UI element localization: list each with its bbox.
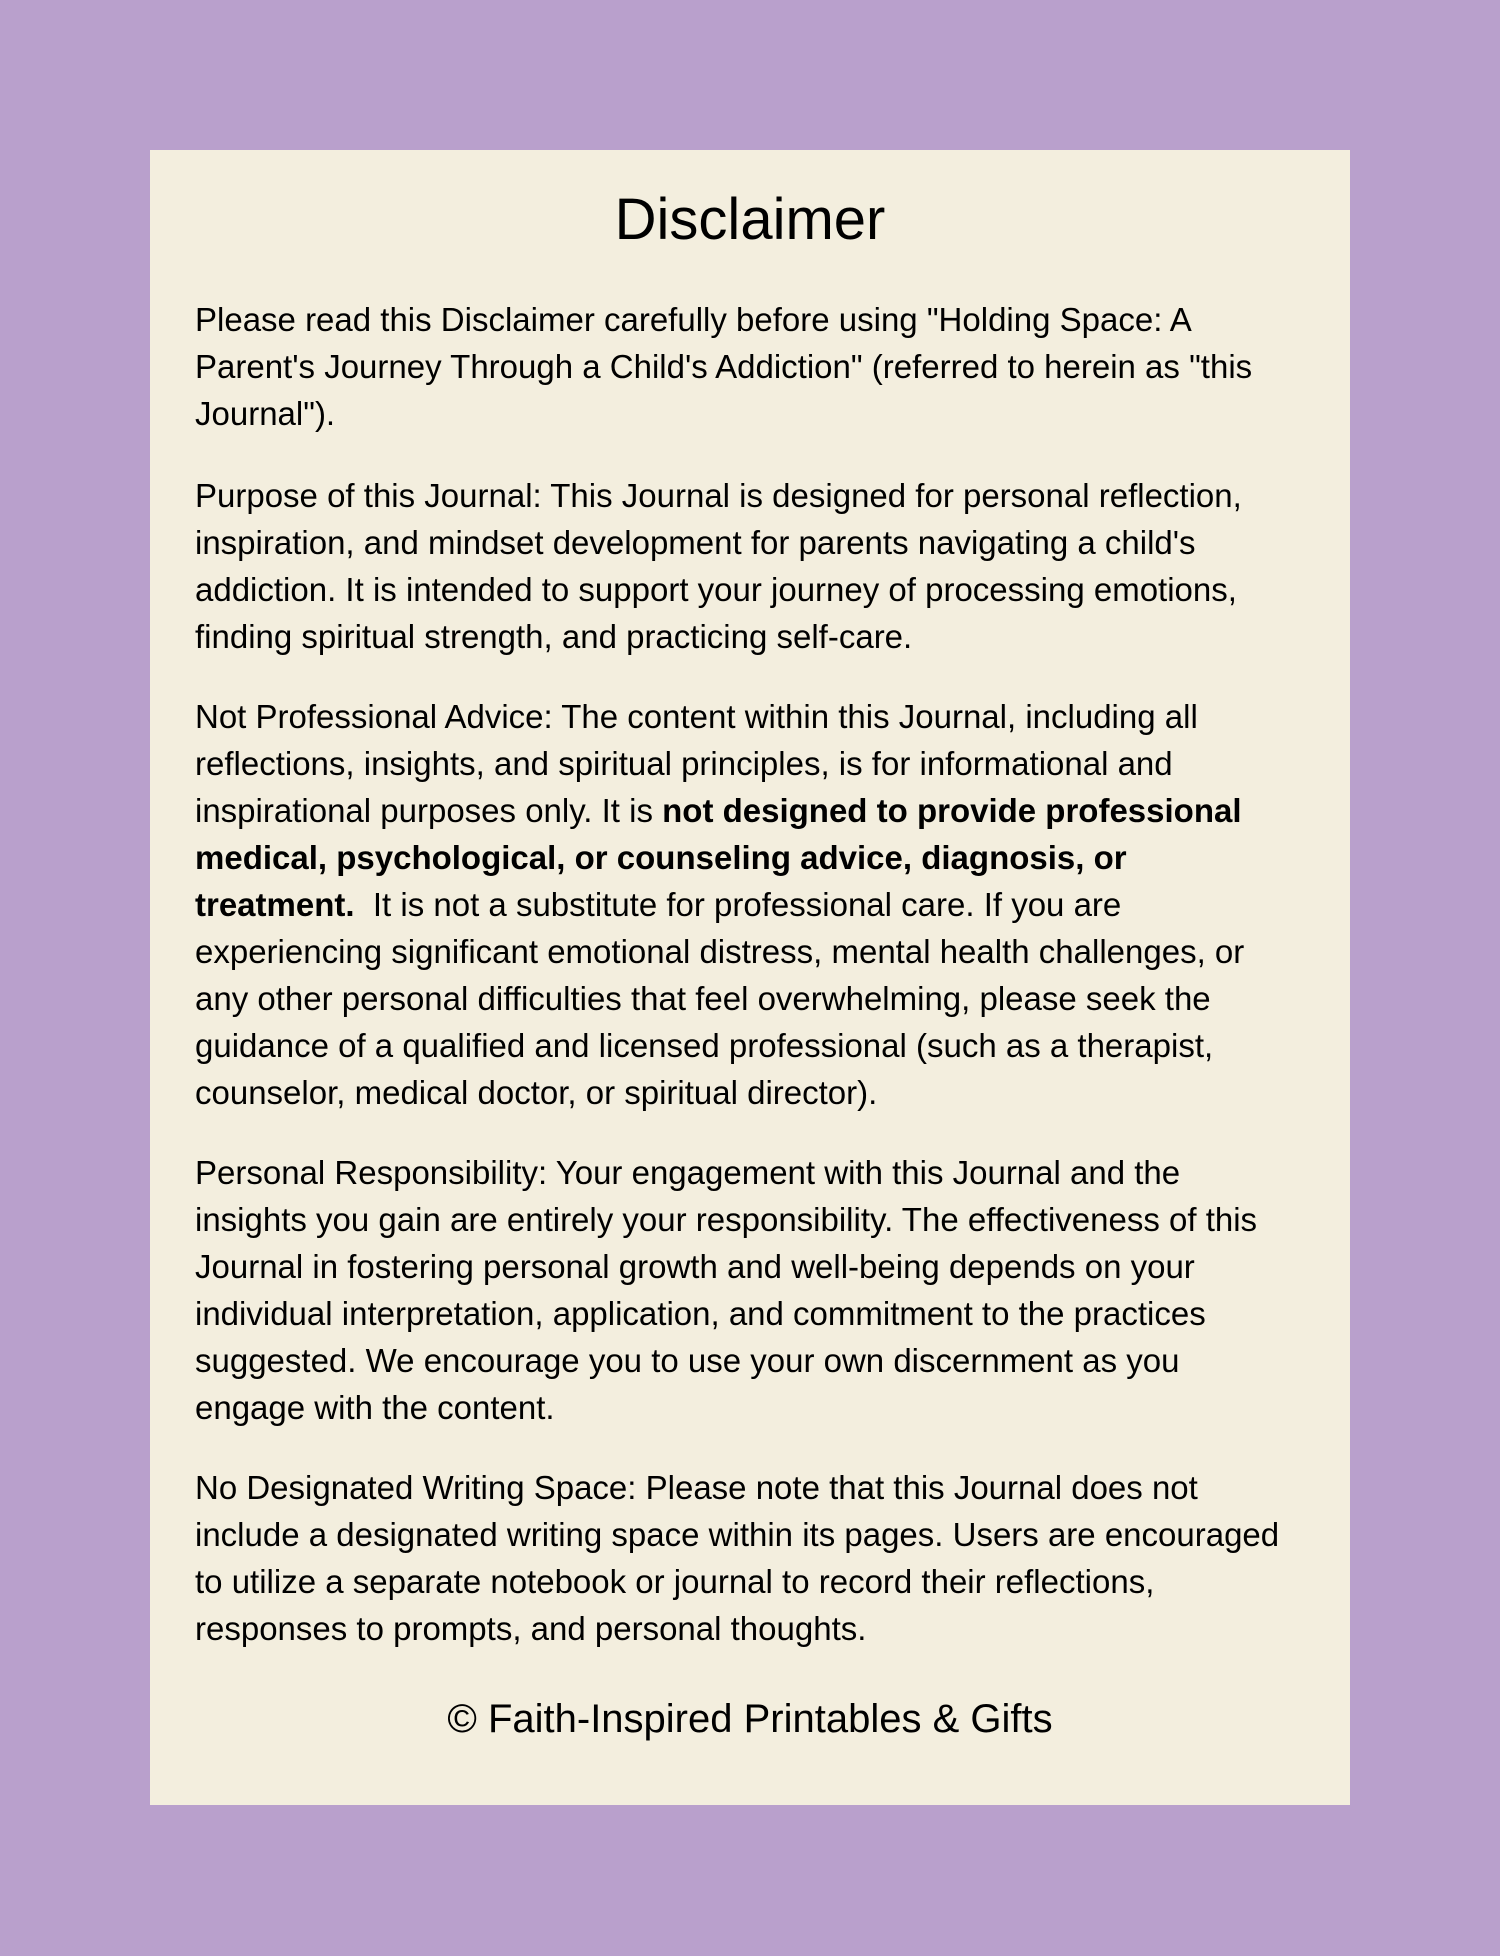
writing-space-paragraph: No Designated Writing Space: Please note that this Journal does not include a designated writing space within its pages. Users are encouraged to utilize a separate notebook or journal to record their reflections, responses to prompts, and personal thoughts.	[195, 1469, 1280, 1647]
professional-advice-text-before: Not Professional Advice: The content within this Journal, including all reflections, insights, and spiritual principles, is for informational and inspirational purposes only. It is	[195, 698, 1198, 829]
responsibility-paragraph: Personal Responsibility: Your engagement with this Journal and the insights you gain are entirely your responsibility. The effectiveness of this Journal in fostering personal growth and well-being depends on your individual interpretation, application, and commitment to the practices suggested. We encourage you to use your own discernment as you engage with the content.	[195, 1154, 1258, 1426]
professional-advice-text-after: It is not a substitute for professional care. If you are experiencing significant emotional distress, mental health challenges, or any other personal difficulties that feel overwhelming, please seek the guidance of a qualified and licensed professional (such as a therapist, counselor, medical doctor, or spiritual director).	[195, 886, 1254, 1111]
disclaimer-card	[150, 150, 1350, 1805]
intro-paragraph: Please read this Disclaimer carefully before using "Holding Space: A Parent's Journey Through a Child's Addiction" (referred to herein as "this Journal").	[195, 301, 1253, 432]
professional-advice-bold-text: not designed to provide professional medical, psychological, or counseling advice, diagnosis, or treatment.	[195, 792, 1242, 923]
copyright-footer: © Faith-Inspired Printables & Gifts	[447, 1697, 1053, 1741]
professional-advice-paragraph	[195, 693, 1290, 1116]
page-title: Disclaimer	[614, 187, 886, 252]
purpose-paragraph: Purpose of this Journal: This Journal is designed for personal reflection, inspiration, and mindset development for parents navigating a child's addiction. It is intended to support your journey of processing emotions, finding spiritual strength, and practicing self-care.	[195, 477, 1242, 655]
